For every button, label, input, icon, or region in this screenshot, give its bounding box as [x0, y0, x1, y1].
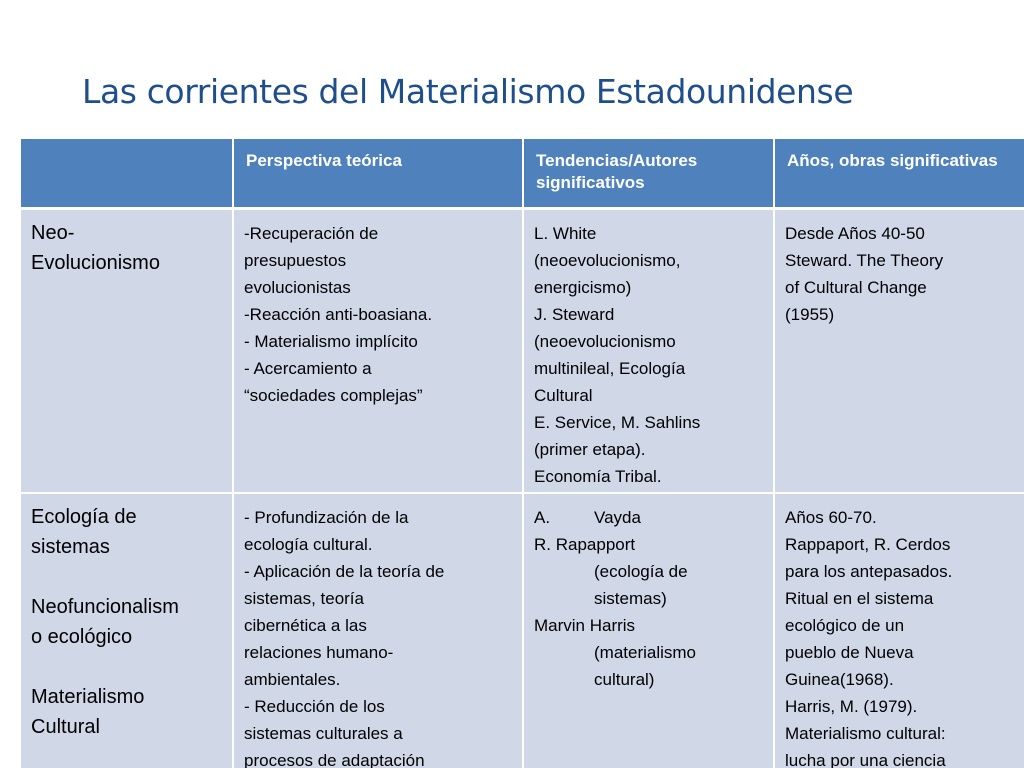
- cell-line: Ecología de: [31, 506, 137, 528]
- cell-line: multinileal, Ecología: [534, 358, 686, 378]
- cell-line: energicismo): [534, 277, 632, 297]
- cell-line: Cultural: [31, 716, 100, 738]
- cell-line: Harris, M. (1979).: [785, 697, 918, 716]
- cell-line: - Acercamiento a: [244, 358, 372, 378]
- table-header: [21, 139, 1024, 208]
- cell-line: o ecológico: [31, 626, 133, 648]
- header-cell-autores: Tendencias/Autores significativos: [523, 139, 774, 208]
- cell-line: - Profundización de la: [244, 508, 409, 527]
- cell-autores: [523, 208, 774, 493]
- header-cell-corriente: [21, 139, 233, 208]
- cell-line: -Reacción anti-boasiana.: [244, 304, 433, 324]
- cell-line: sistemas culturales a: [244, 724, 403, 743]
- table-row-ecologia-de-sistemas: [21, 493, 1024, 768]
- table-body: [21, 208, 1024, 768]
- cell-line: “sociedades complejas”: [244, 385, 423, 405]
- cell-line: sistemas): [594, 589, 667, 608]
- cell-obras: [774, 493, 1024, 768]
- table-row-neoevolucionismo: [21, 208, 1024, 493]
- cell-line: Neo-: [31, 221, 75, 244]
- cell-line: para los antepasados.: [785, 562, 953, 581]
- cell-line: lucha por una ciencia: [785, 751, 946, 768]
- cell-perspectiva: [233, 493, 523, 768]
- header-cell-obras: Años, obras significativas: [774, 139, 1024, 208]
- cell-line: Rappaport, R. Cerdos: [785, 535, 951, 554]
- cell-line: -Recuperación de: [244, 223, 379, 243]
- cell-autores: [523, 493, 774, 768]
- header-row: [21, 139, 1024, 208]
- cell-line: Desde Años 40-50: [785, 223, 925, 243]
- cell-line: pueblo de Nueva: [785, 643, 914, 662]
- cell-line: (1955): [785, 304, 835, 324]
- cell-line: (primer etapa).: [534, 439, 646, 459]
- comparison-table-container: [21, 139, 1024, 768]
- cell-line: ecológico de un: [785, 616, 905, 635]
- cell-line: cibernética a las: [244, 616, 367, 635]
- cell-perspectiva: [233, 208, 523, 493]
- cell-line: Evolucionismo: [31, 251, 160, 274]
- cell-line: ecología cultural.: [244, 535, 373, 554]
- cell-line: L. White: [534, 223, 597, 243]
- cell-obras: [774, 208, 1024, 493]
- cell-line: (neoevolucionismo: [534, 331, 676, 351]
- cell-line: Cultural: [534, 385, 593, 405]
- cell-line: Años 60-70.: [785, 508, 877, 527]
- cell-line: Ritual en el sistema: [785, 589, 934, 608]
- cell-line: - Reducción de los: [244, 697, 385, 716]
- line-gap: [31, 652, 224, 682]
- cell-line: Steward. The Theory: [785, 250, 944, 270]
- cell-line: - Materialismo implícito: [244, 331, 418, 351]
- header-cell-perspectiva: Perspectiva teórica: [233, 139, 523, 208]
- cell-line: presupuestos: [244, 250, 347, 270]
- cell-line: (neoevolucionismo,: [534, 250, 681, 270]
- comparison-table: [21, 139, 1024, 768]
- cell-line: J. Steward: [534, 304, 615, 324]
- cell-line: evolucionistas: [244, 277, 351, 297]
- cell-corriente: [21, 208, 233, 493]
- cell-line: Neofuncionalism: [31, 596, 179, 618]
- cell-line: R. Rapapport: [534, 535, 636, 554]
- cell-line: ambientales.: [244, 670, 341, 689]
- cell-line: E. Service, M. Sahlins: [534, 412, 701, 432]
- slide-title: Las corrientes del Materialismo Estadounidense: [82, 72, 854, 111]
- cell-line: Guinea(1968).: [785, 670, 894, 689]
- list-item-text: Vayda: [594, 508, 641, 527]
- cell-line: (ecología de: [594, 562, 688, 581]
- line-gap: [31, 562, 224, 592]
- cell-line: Materialismo cultural:: [785, 724, 946, 743]
- cell-line: sistemas, teoría: [244, 589, 364, 608]
- cell-corriente: [21, 493, 233, 768]
- numbered-list-item: [534, 504, 765, 531]
- cell-line: Materialismo: [31, 686, 145, 708]
- list-item-number: A.: [534, 508, 551, 527]
- cell-line: Economía Tribal.: [534, 466, 662, 486]
- cell-line: (materialismo: [594, 643, 697, 662]
- cell-line: procesos de adaptación: [244, 751, 425, 768]
- cell-line: cultural): [594, 670, 655, 689]
- cell-line: - Aplicación de la teoría de: [244, 562, 445, 581]
- cell-line: relaciones humano-: [244, 643, 394, 662]
- cell-line: of Cultural Change: [785, 277, 927, 297]
- cell-line: Marvin Harris: [534, 616, 636, 635]
- cell-line: sistemas: [31, 536, 110, 558]
